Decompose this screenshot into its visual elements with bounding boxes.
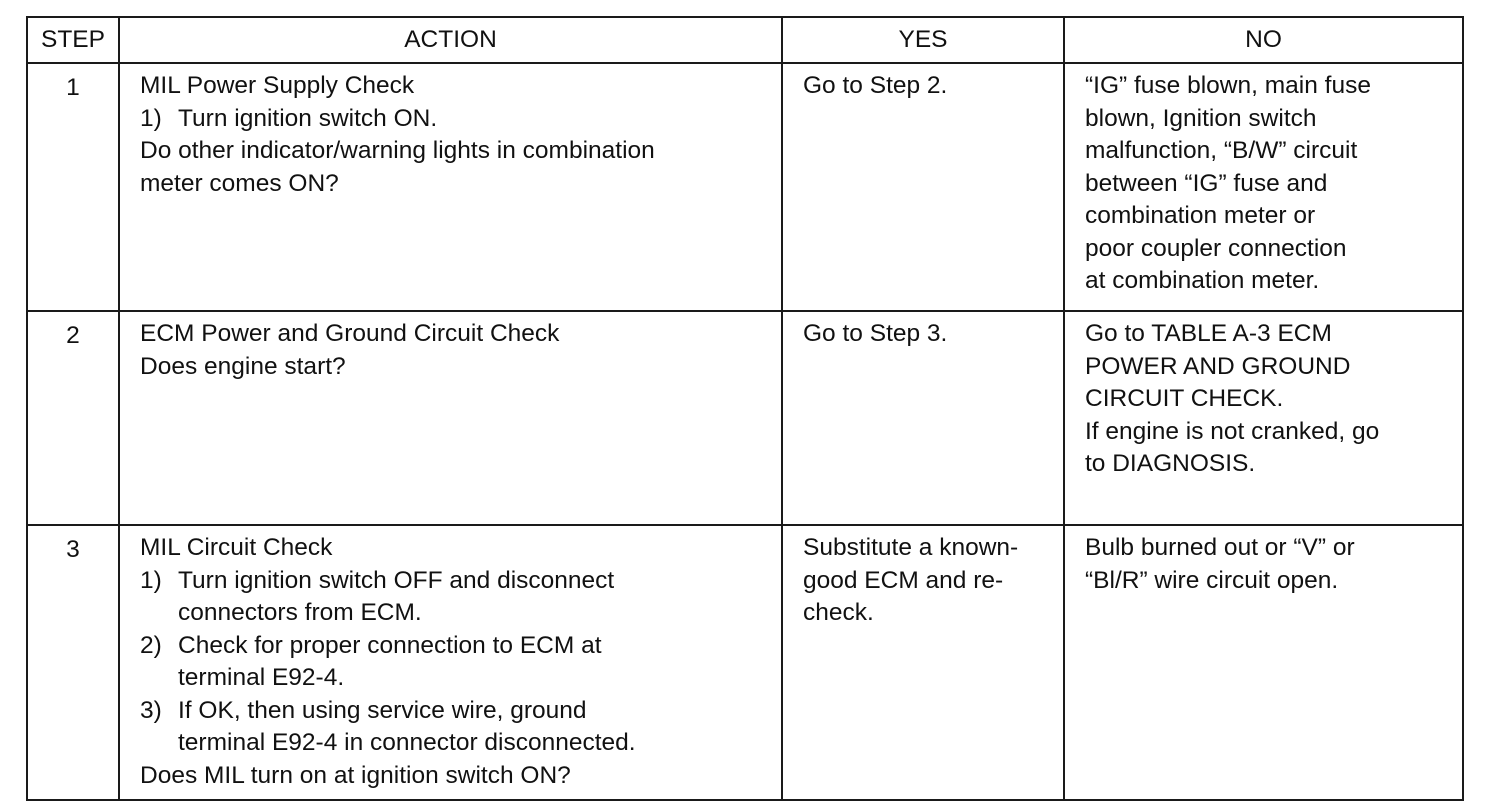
action-title: MIL Circuit Check	[140, 534, 333, 561]
no-cell	[1064, 525, 1463, 800]
no-text-line: combination meter or	[1085, 202, 1316, 229]
table-row	[27, 525, 1463, 800]
no-text-line: CIRCUIT CHECK.	[1085, 385, 1284, 412]
no-text-line: “IG” fuse blown, main fuse	[1085, 72, 1371, 99]
action-cell	[119, 311, 782, 525]
yes-text: Go to Step 3.	[803, 320, 948, 347]
no-text-line: poor coupler connection	[1085, 234, 1347, 262]
step-number: 1	[27, 63, 119, 311]
substep-text: connectors from ECM.	[178, 599, 422, 626]
action-question-line: Does engine start?	[140, 352, 346, 380]
yes-text-line: good ECM and re-	[803, 566, 1004, 594]
no-text-line: at combination meter.	[1085, 267, 1320, 294]
action-cell	[119, 63, 782, 311]
yes-text: Go to Step 2.	[803, 72, 948, 99]
no-text-line: to DIAGNOSIS.	[1085, 450, 1256, 477]
action-cell	[119, 525, 782, 800]
yes-cell	[782, 311, 1064, 525]
no-cell	[1064, 63, 1463, 311]
no-text-line: POWER AND GROUND	[1085, 352, 1351, 380]
yes-text-line: check.	[803, 599, 874, 626]
step-number: 3	[27, 525, 119, 800]
header-step: STEP	[27, 17, 119, 63]
action-question-line: meter comes ON?	[140, 169, 339, 197]
no-text-line: Bulb burned out or “V” or	[1085, 534, 1355, 561]
no-cell	[1064, 311, 1463, 525]
action-substep	[140, 630, 769, 695]
header-no: NO	[1064, 17, 1463, 63]
header-yes: YES	[782, 17, 1064, 63]
action-substep	[140, 103, 769, 136]
substep-text: If OK, then using service wire, ground	[178, 696, 587, 724]
yes-cell	[782, 63, 1064, 311]
diagnosis-table	[26, 16, 1464, 801]
table-row	[27, 311, 1463, 525]
no-text-line: malfunction, “B/W” circuit	[1085, 137, 1358, 164]
table-header-row	[27, 17, 1463, 63]
action-title: MIL Power Supply Check	[140, 72, 415, 99]
substep-text: Turn ignition switch OFF and disconnect	[178, 566, 615, 594]
header-action: ACTION	[119, 17, 782, 63]
action-substep	[140, 565, 769, 630]
action-substep	[140, 695, 769, 760]
no-text-line: blown, Ignition switch	[1085, 104, 1317, 132]
yes-text-line: Substitute a known-	[803, 534, 1019, 561]
yes-cell	[782, 525, 1064, 800]
table-row	[27, 63, 1463, 311]
substep-text: Check for proper connection to ECM at	[178, 631, 602, 659]
action-question-line: Do other indicator/warning lights in combination	[140, 137, 655, 164]
action-question-line: Does MIL turn on at ignition switch ON?	[140, 761, 571, 789]
substep-text: Turn ignition switch ON.	[178, 104, 438, 132]
no-text-line: between “IG” fuse and	[1085, 169, 1328, 197]
substep-number: 1)	[140, 104, 162, 132]
step-number: 2	[27, 311, 119, 525]
no-text-line: Go to TABLE A-3 ECM	[1085, 320, 1332, 347]
substep-number: 1)	[140, 566, 162, 594]
substep-text: terminal E92-4 in connector disconnected.	[178, 729, 636, 756]
action-title: ECM Power and Ground Circuit Check	[140, 320, 560, 347]
no-text-line: “Bl/R” wire circuit open.	[1085, 566, 1339, 594]
substep-number: 3)	[140, 696, 162, 724]
no-text-line: If engine is not cranked, go	[1085, 417, 1380, 445]
substep-text: terminal E92-4.	[178, 664, 345, 691]
substep-number: 2)	[140, 631, 162, 659]
